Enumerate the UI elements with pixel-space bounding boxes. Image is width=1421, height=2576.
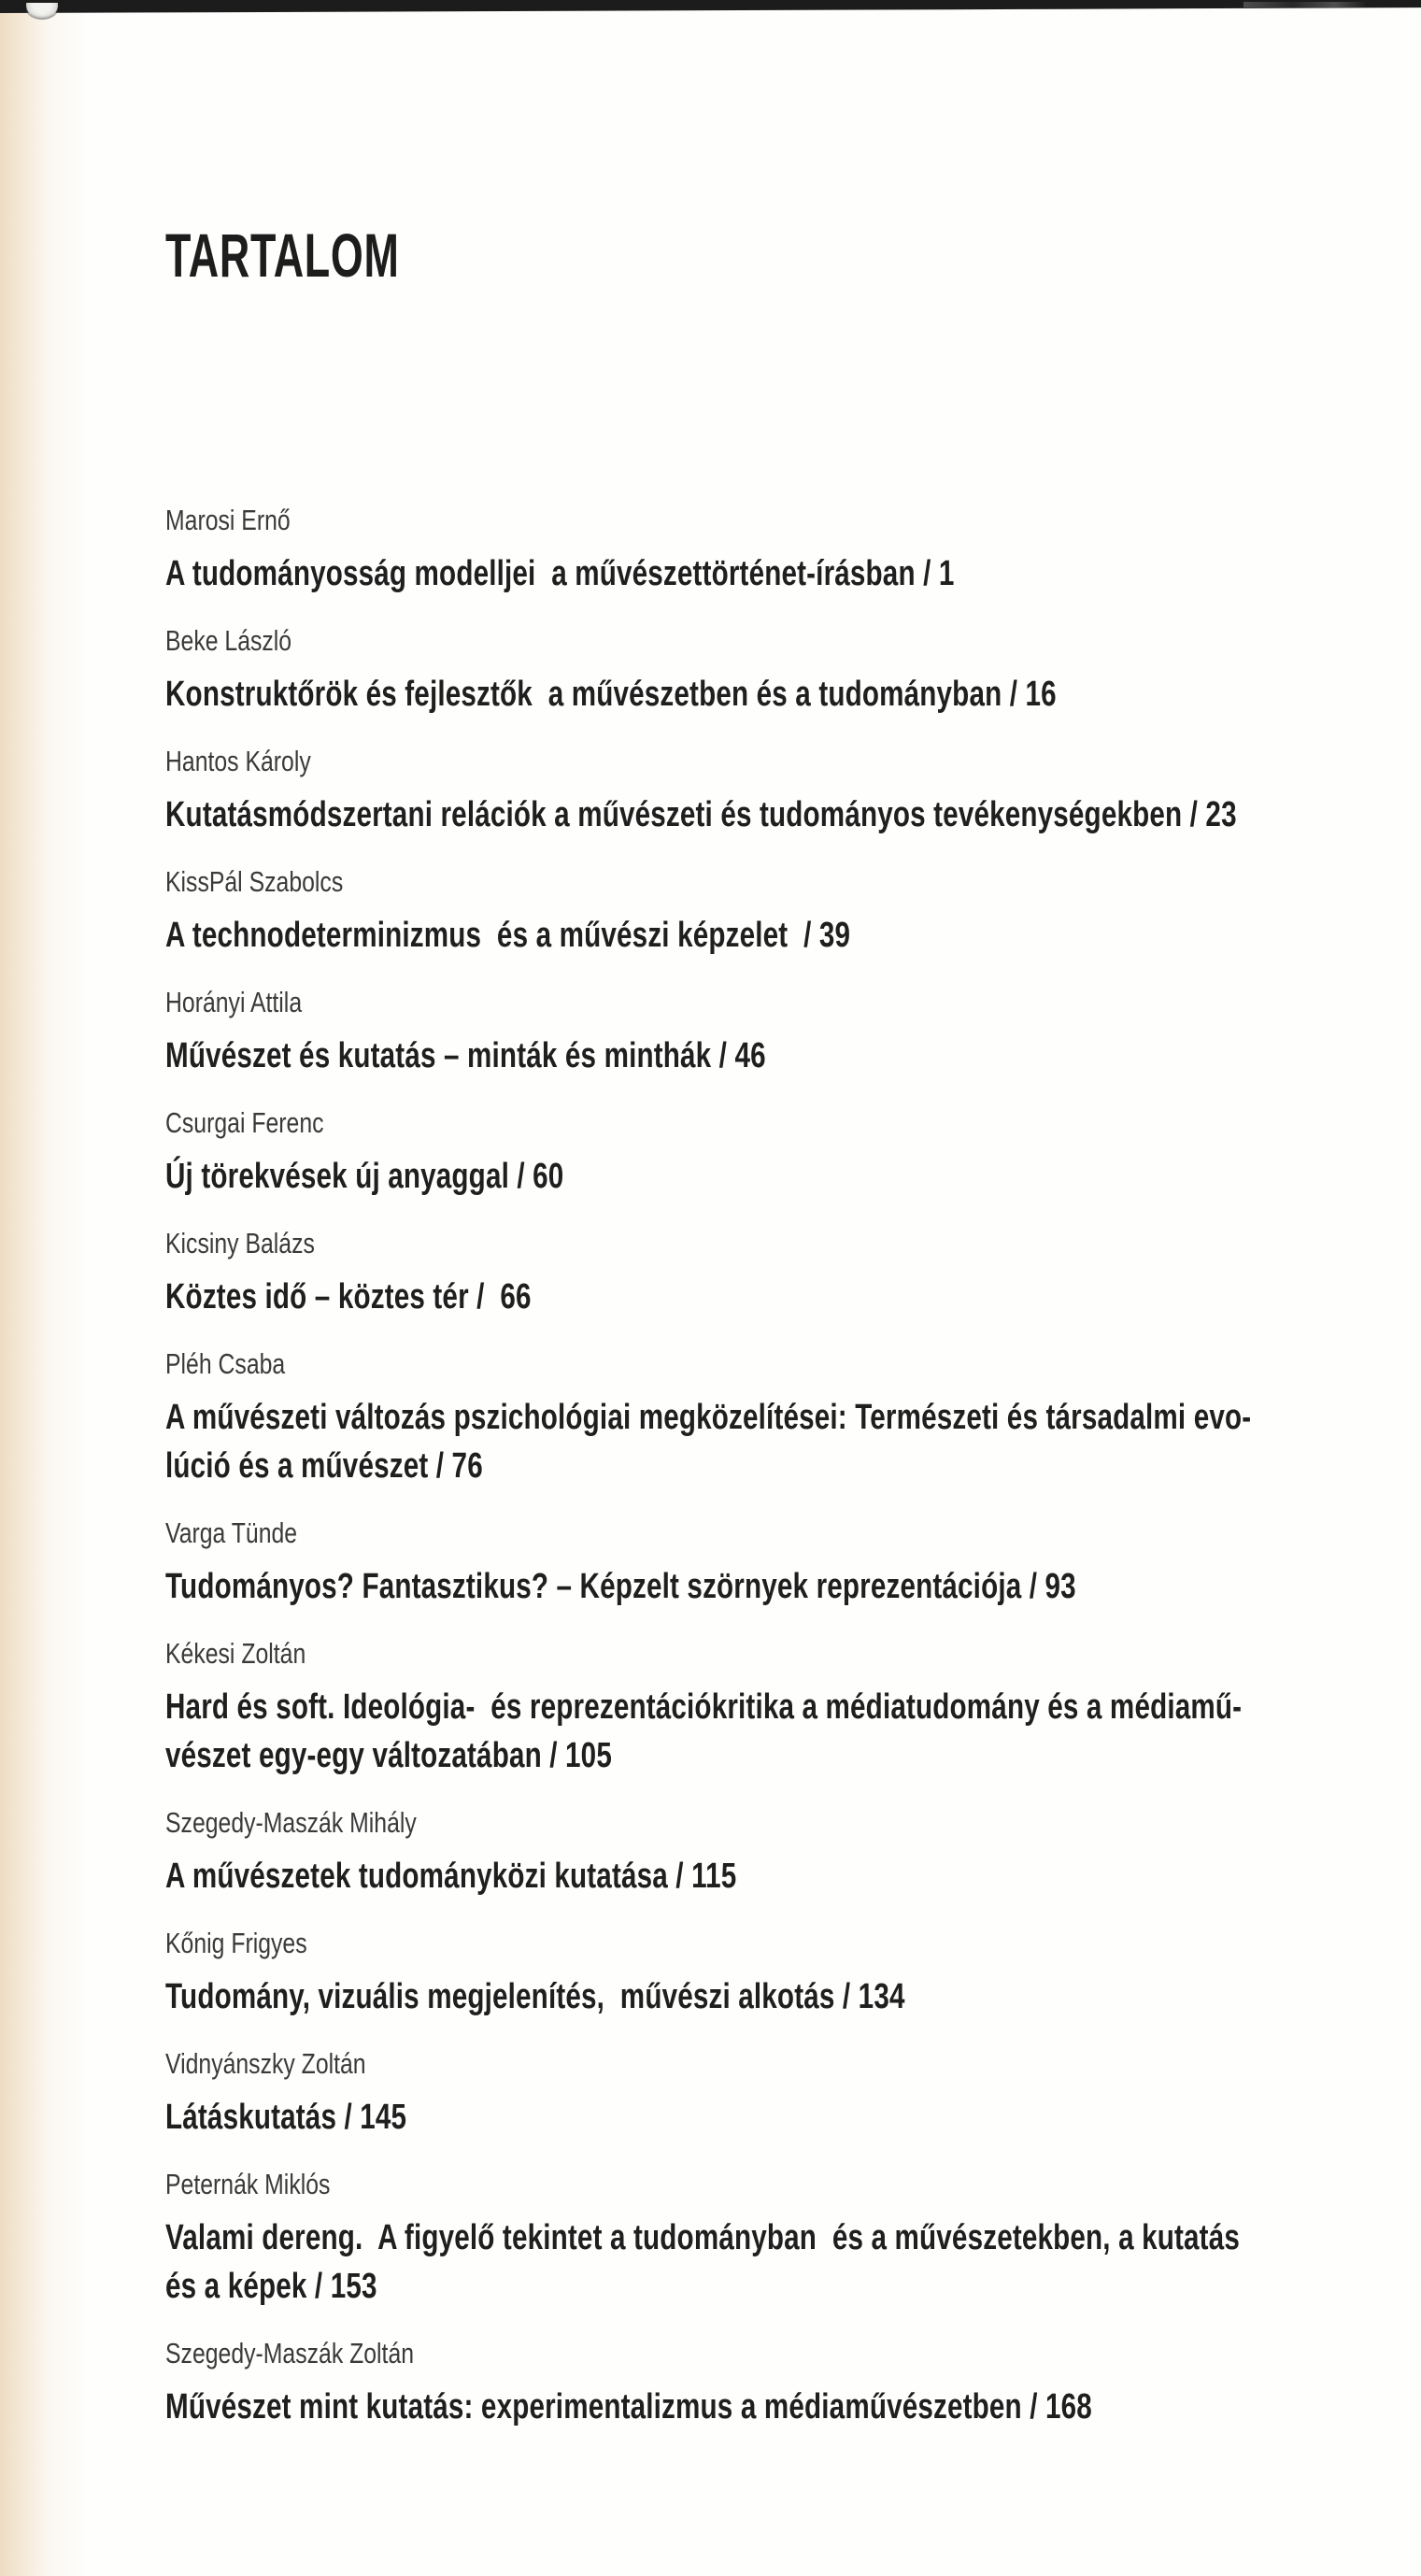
toc-author-text: Peternák Miklós [165,2168,331,2200]
toc-title-line [165,1731,1361,1780]
toc-title-text: A művészetek tudományközi kutatása / 115 [165,1857,737,1896]
toc-title-text: Tudományos? Fantasztikus? – Képzelt szörnyek reprezentációja / 93 [165,1567,1076,1606]
toc-title-line [165,1972,1361,2021]
toc-author-text: Kőnig Frigyes [165,1927,307,1959]
toc-entry [165,2049,1361,2142]
toc-author [165,1349,1361,1378]
toc-author [165,2049,1361,2078]
toc-author-text: Beke László [165,624,292,657]
scan-edge-bar [0,0,1421,17]
toc-title [165,1683,1361,1780]
toc-author [165,1808,1361,1837]
toc-title-line [165,1683,1361,1731]
toc-title [165,1972,1361,2021]
page-gutter-shading [0,9,89,2576]
toc-title-line [165,1852,1361,1900]
toc-author [165,1229,1361,1258]
toc-title-line [165,670,1361,719]
toc-entry [165,1928,1361,2021]
toc-author [165,988,1361,1017]
toc-title [165,790,1361,839]
toc-list [165,505,1361,2459]
toc-entry [165,747,1361,839]
toc-author-text: Horányi Attila [165,986,303,1018]
toc-title-line [165,1562,1361,1611]
toc-entry [165,1639,1361,1780]
toc-author-text: Csurgai Ferenc [165,1106,324,1139]
toc-title-line [165,2213,1361,2262]
toc-author [165,1928,1361,1957]
toc-title-text: Tudomány, vizuális megjelenítés, művészi alkotás / 134 [165,1977,905,2016]
toc-title [165,1152,1361,1201]
toc-entry [165,1229,1361,1321]
toc-entry [165,1349,1361,1490]
toc-author-text: Pléh Csaba [165,1347,286,1380]
toc-title-text: lúció és a művészet / 76 [165,1446,483,1486]
toc-author-text: Hantos Károly [165,745,311,777]
toc-title-text: Hard és soft. Ideológia- és reprezentációkritika a médiatudomány és a médiamű- [165,1687,1243,1727]
toc-title [165,1273,1361,1321]
toc-title-line [165,1442,1361,1490]
toc-author [165,867,1361,896]
toc-title-text: Valami dereng. A figyelő tekintet a tudományban és a művészetekben, a kutatás [165,2218,1241,2257]
toc-title-line [165,1032,1361,1080]
toc-entry [165,1808,1361,1900]
toc-author [165,747,1361,776]
toc-title-line [165,790,1361,839]
toc-author-text: Vidnyánszky Zoltán [165,2047,366,2080]
toc-title-line [165,1393,1361,1442]
toc-entry [165,1518,1361,1611]
toc-title-text: Művészet mint kutatás: experimentalizmus a médiaművészetben / 168 [165,2387,1092,2427]
toc-title [165,911,1361,960]
toc-entry [165,988,1361,1080]
toc-entry [165,505,1361,598]
toc-title-text: és a képek / 153 [165,2267,377,2306]
toc-title-line [165,911,1361,960]
toc-title [165,2383,1361,2431]
toc-title-line [165,1152,1361,1201]
toc-title-line [165,2383,1361,2431]
toc-entry [165,2339,1361,2431]
toc-title-text: vészet egy-egy változatában / 105 [165,1736,612,1775]
toc-title-text: Konstruktőrök és fejlesztők a művészetben és a tudományban / 16 [165,675,1057,714]
toc-entry [165,1108,1361,1201]
toc-entry [165,626,1361,719]
toc-title-line [165,549,1361,598]
toc-author [165,1639,1361,1668]
toc-title [165,2093,1361,2142]
toc-title [165,1562,1361,1611]
toc-author-text: KissPál Szabolcs [165,865,344,898]
toc-author [165,505,1361,534]
toc-author-text: Kékesi Zoltán [165,1637,306,1670]
toc-title-line [165,2093,1361,2142]
toc-author [165,1108,1361,1137]
toc-entry [165,2170,1361,2311]
toc-author-text: Szegedy-Maszák Mihály [165,1806,417,1839]
toc-title-text: Látáskutatás / 145 [165,2098,407,2137]
toc-title-text: A tudományosság modelljei a művészettörténet-írásban / 1 [165,554,955,593]
toc-author-text: Varga Tünde [165,1516,298,1549]
toc-author-text: Kicsiny Balázs [165,1227,315,1260]
toc-title-text: Köztes idő – köztes tér / 66 [165,1277,532,1316]
toc-author [165,2170,1361,2199]
toc-title-text: Kutatásmódszertani relációk a művészeti és tudományos tevékenységekben / 23 [165,795,1237,834]
toc-title-text: Művészet és kutatás – minták és minthák / 46 [165,1036,766,1075]
toc-title [165,1032,1361,1080]
page-title: TARTALOM [165,221,400,290]
toc-author [165,2339,1361,2368]
toc-author [165,626,1361,655]
scan-artifact-smudge [1243,2,1365,7]
toc-author [165,1518,1361,1547]
toc-title-text: A művészeti változás pszichológiai megközelítései: Természeti és társadalmi evo- [165,1398,1252,1437]
toc-author-text: Marosi Ernő [165,504,291,536]
toc-title-text: Új törekvések új anyaggal / 60 [165,1157,564,1196]
toc-title [165,670,1361,719]
toc-title [165,1393,1361,1490]
toc-title [165,1852,1361,1900]
toc-title [165,549,1361,598]
toc-title-text: A technodeterminizmus és a művészi képzelet / 39 [165,916,851,955]
toc-entry [165,867,1361,960]
toc-title [165,2213,1361,2311]
toc-title-line [165,2262,1361,2311]
toc-author-text: Szegedy-Maszák Zoltán [165,2337,415,2370]
toc-title-line [165,1273,1361,1321]
